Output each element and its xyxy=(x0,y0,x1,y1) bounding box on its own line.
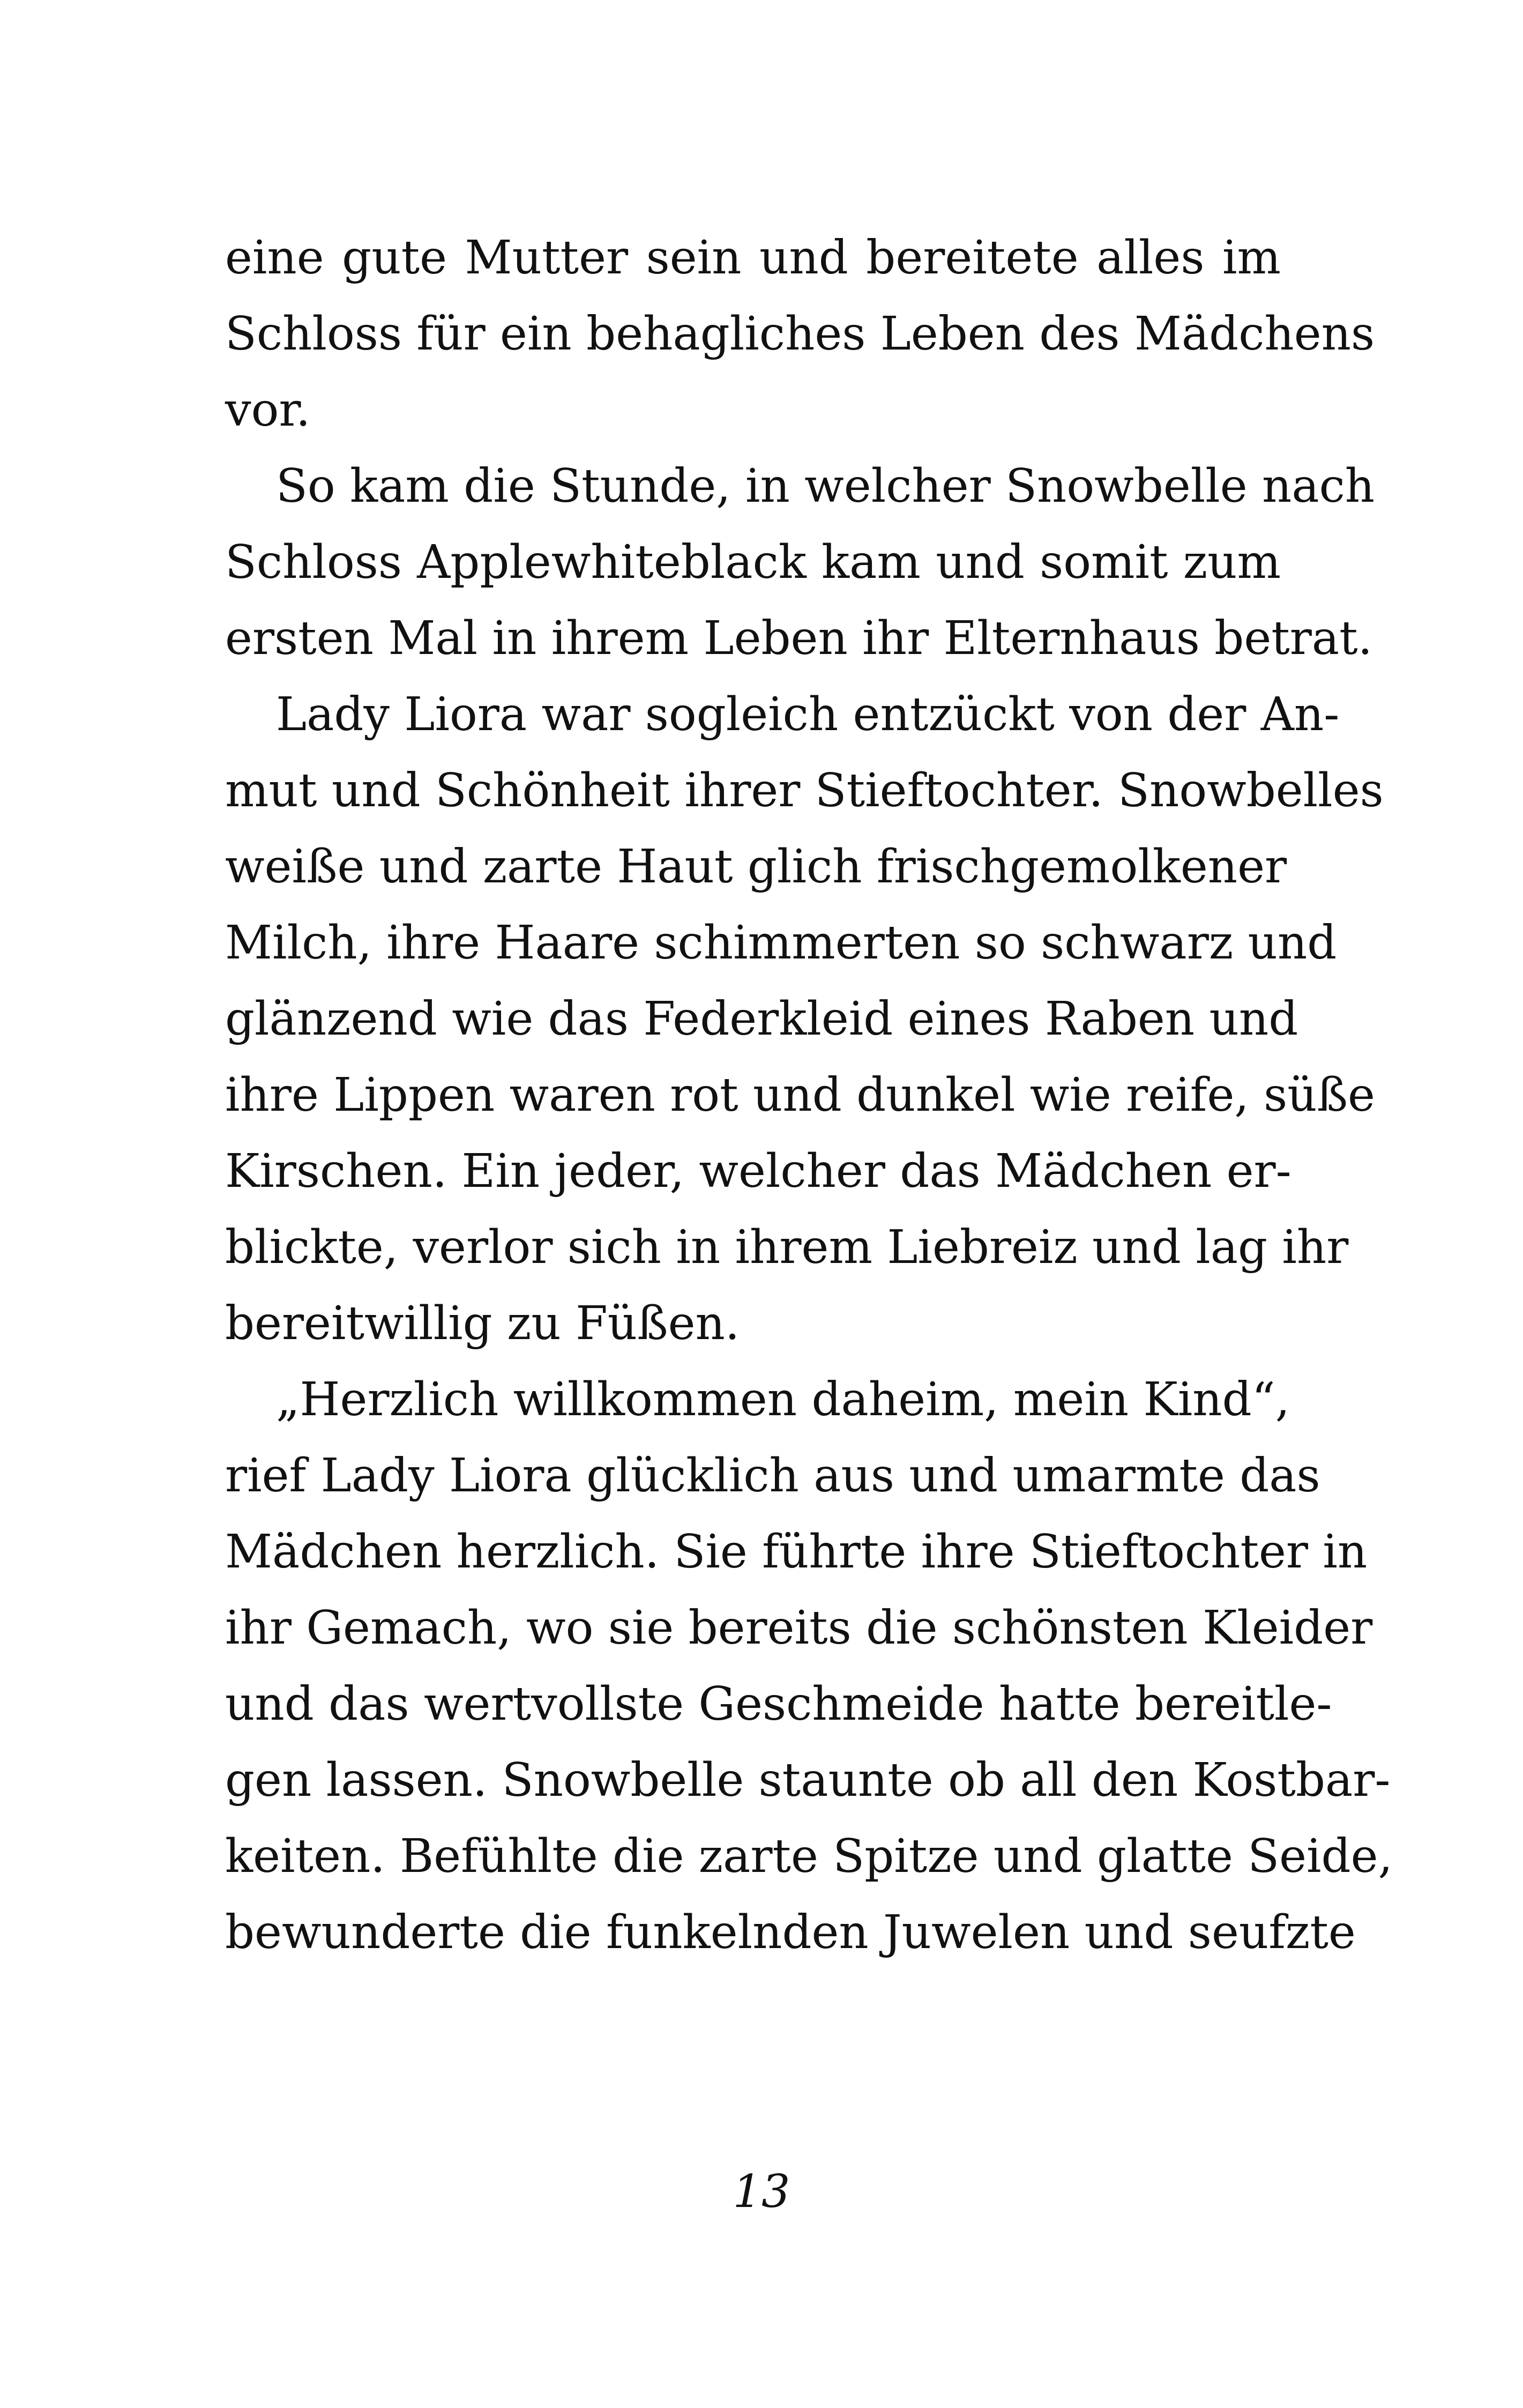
text-line: gen lassen. Snowbelle staunte ob all den Kostbar- xyxy=(225,1753,1391,1807)
text-line: Schloss für ein behagliches Leben des Mädchens xyxy=(225,307,1375,361)
page-number: 13 xyxy=(733,2165,790,2218)
text-line: blickte, verlor sich in ihrem Liebreiz und lag ihr xyxy=(225,1221,1349,1274)
text-line: „Herzlich willkommen daheim, mein Kind“, xyxy=(276,1373,1290,1426)
text-line: und das wertvollste Geschmeide hatte bereitle- xyxy=(225,1677,1332,1731)
text-line: ihre Lippen waren rot und dunkel wie reife, süße xyxy=(225,1068,1375,1122)
text-line: rief Lady Liora glücklich aus und umarmte das xyxy=(225,1449,1320,1503)
text-line: Milch, ihre Haare schimmerten so schwarz und xyxy=(225,916,1337,970)
text-line: vor. xyxy=(225,383,311,437)
text-line: bewunderte die funkelnden Juwelen und seufzte xyxy=(225,1906,1356,1959)
text-line: glänzend wie das Federkleid eines Raben und xyxy=(225,992,1298,1046)
text-line: Mädchen herzlich. Sie führte ihre Stieftochter in xyxy=(225,1525,1368,1579)
text-line: ihr Gemach, wo sie bereits die schönsten Kleider xyxy=(225,1601,1373,1655)
text-line: eine gute Mutter sein und bereitete alles im xyxy=(225,231,1281,285)
text-line: Kirschen. Ein jeder, welcher das Mädchen er- xyxy=(225,1144,1291,1198)
text-line: Lady Liora war sogleich entzückt von der An- xyxy=(276,688,1340,741)
body-text xyxy=(225,220,1393,1971)
text-line: So kam die Stunde, in welcher Snowbelle nach xyxy=(276,459,1375,513)
text-line: weiße und zarte Haut glich frischgemolkener xyxy=(225,840,1287,894)
text-line: ersten Mal in ihrem Leben ihr Elternhaus betrat. xyxy=(225,612,1373,665)
text-line: Schloss Applewhiteblack kam und somit zum xyxy=(225,536,1281,589)
text-line: bereitwillig zu Füßen. xyxy=(225,1297,740,1350)
text-line: keiten. Befühlte die zarte Spitze und glatte Seide, xyxy=(225,1830,1393,1883)
text-line: mut und Schönheit ihrer Stieftochter. Snowbelles xyxy=(225,764,1384,817)
